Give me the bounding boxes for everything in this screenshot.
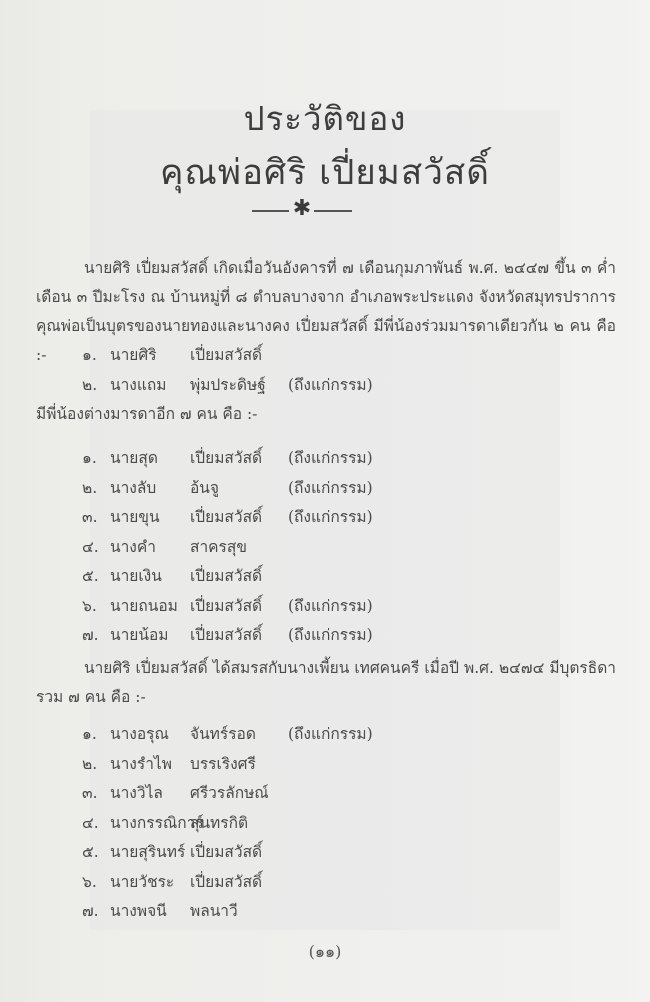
- first-name: นางพจนี: [110, 902, 167, 920]
- item-number: ๕.: [82, 567, 99, 585]
- deceased-note: (ถึงแก่กรรม): [288, 508, 373, 526]
- last-name: พุ่มประดิษฐ์: [190, 375, 266, 394]
- deceased-note: (ถึงแก่กรรม): [288, 449, 373, 467]
- page-number: (๑๑): [308, 942, 342, 961]
- marriage-paragraph: [36, 654, 616, 712]
- first-name: นายสุด: [110, 449, 158, 467]
- list-item: [82, 750, 373, 780]
- item-number: ๕.: [82, 843, 99, 861]
- last-name: สาครสุข: [190, 537, 247, 556]
- item-number: ๒.: [82, 375, 98, 394]
- title-divider-ornament: [252, 196, 352, 221]
- list-item: [82, 720, 373, 750]
- list-item: [82, 838, 373, 868]
- last-name: เปี่ยมสวัสดิ์: [190, 843, 263, 861]
- item-number: ๗.: [82, 626, 99, 644]
- last-name: จันทร์รอด: [190, 725, 256, 743]
- last-name: อ้นจู: [190, 478, 219, 497]
- divider-line-left: [252, 210, 289, 212]
- first-name: นายเงิน: [110, 567, 162, 585]
- item-number: ๓.: [82, 784, 98, 802]
- last-name: บรรเริงศรี: [190, 754, 256, 773]
- deceased-note: (ถึงแก่กรรม): [288, 725, 373, 743]
- deceased-note: (ถึงแก่กรรม): [288, 375, 373, 394]
- list-item: [82, 592, 373, 622]
- first-name: นายน้อม: [110, 626, 169, 644]
- item-number: ๑.: [82, 449, 97, 467]
- last-name: เปี่ยมสวัสดิ์: [190, 872, 263, 891]
- list-item: [82, 503, 373, 533]
- last-name: เปี่ยมสวัสดิ์: [190, 346, 263, 364]
- item-number: ๒.: [82, 478, 98, 497]
- first-name: นายวัชระ: [110, 872, 175, 891]
- first-name: นางรำไพ: [110, 754, 172, 773]
- last-name: เปี่ยมสวัสดิ์: [190, 626, 263, 644]
- first-name: นางอรุณ: [110, 725, 169, 743]
- list-item: [82, 474, 373, 504]
- last-name: เปี่ยมสวัสดิ์: [190, 449, 263, 467]
- deceased-note: (ถึงแก่กรรม): [288, 478, 373, 497]
- page-title-line-2: คุณพ่อศิริ เปี่ยมสวัสดิ์: [160, 153, 490, 193]
- item-number: ๔.: [82, 813, 99, 832]
- list-item: [82, 341, 373, 371]
- list-item: [82, 897, 373, 927]
- full-siblings-list: [82, 341, 373, 400]
- children-list: [82, 720, 373, 927]
- first-name: นางกรรณิการ์: [110, 813, 204, 832]
- deceased-note: (ถึงแก่กรรม): [288, 596, 373, 615]
- last-name: เปี่ยมสวัสดิ์: [190, 508, 263, 526]
- item-number: ๑.: [82, 725, 97, 743]
- last-name: เปี่ยมสวัสดิ์: [190, 596, 263, 615]
- last-name: ศรีวรลักษณ์: [190, 784, 269, 802]
- item-number: ๖.: [82, 596, 97, 615]
- first-name: นางวิไล: [110, 784, 163, 802]
- item-number: ๒.: [82, 754, 98, 773]
- list-item: [82, 809, 373, 839]
- first-name: นายศิริ: [110, 346, 157, 364]
- first-name: นางแถม: [110, 375, 167, 394]
- item-number: ๑.: [82, 346, 97, 364]
- list-item: [82, 621, 373, 651]
- last-name: เปี่ยมสวัสดิ์: [190, 567, 263, 585]
- half-siblings-heading: มีพี่น้องต่างมารดาอีก ๗ คน คือ :-: [36, 405, 258, 423]
- marriage-text: นายศิริ เปี่ยมสวัสดิ์ ได้สมรสกับนางเพี้ยน เทศคนครี เมื่อปี พ.ศ. ๒๔๗๔ มีบุตรธิดา รวม ๗ คน คือ :-: [36, 659, 616, 706]
- first-name: นางคำ: [110, 537, 156, 556]
- item-number: ๓.: [82, 508, 98, 526]
- last-name: สุนทรกิติ: [190, 813, 249, 832]
- list-item: [82, 533, 373, 563]
- half-siblings-list: [82, 444, 373, 651]
- first-name: นางลับ: [110, 478, 157, 497]
- deceased-note: (ถึงแก่กรรม): [288, 626, 373, 644]
- list-item: [82, 779, 373, 809]
- list-item: [82, 868, 373, 898]
- list-item: [82, 444, 373, 474]
- divider-line-right: [314, 210, 352, 212]
- last-name: พลนาวี: [190, 902, 238, 920]
- first-name: นายสุรินทร์: [110, 843, 186, 861]
- list-item: [82, 371, 373, 401]
- intro-text: นายศิริ เปี่ยมสวัสดิ์ เกิดเมื่อวันอังคารที่ ๗ เดือนกุมภาพันธ์ พ.ศ. ๒๔๔๗ ขึ้น ๓ ค่ำ เดือน ๓ ปีมะโรง ณ บ้านหมู่ที่ ๘ ตำบลบางจาก อำเภอพระประแดง จังหวัดสมุทรปราการ คุณพ่อเป็นบุตรของนายทองและนางคง เปี่ยมสวัสดิ์ มีพี่น้องร่วมมารดาเดียวกัน ๒ คน คือ :-: [36, 259, 616, 364]
- first-name: นายขุน: [110, 508, 160, 526]
- item-number: ๖.: [82, 872, 97, 891]
- first-name: นายถนอม: [110, 596, 178, 615]
- item-number: ๔.: [82, 537, 99, 556]
- page-title-line-1: ประวัติของ: [243, 99, 407, 138]
- list-item: [82, 562, 373, 592]
- asterisk-star-icon: ✱: [292, 196, 312, 221]
- item-number: ๗.: [82, 902, 99, 920]
